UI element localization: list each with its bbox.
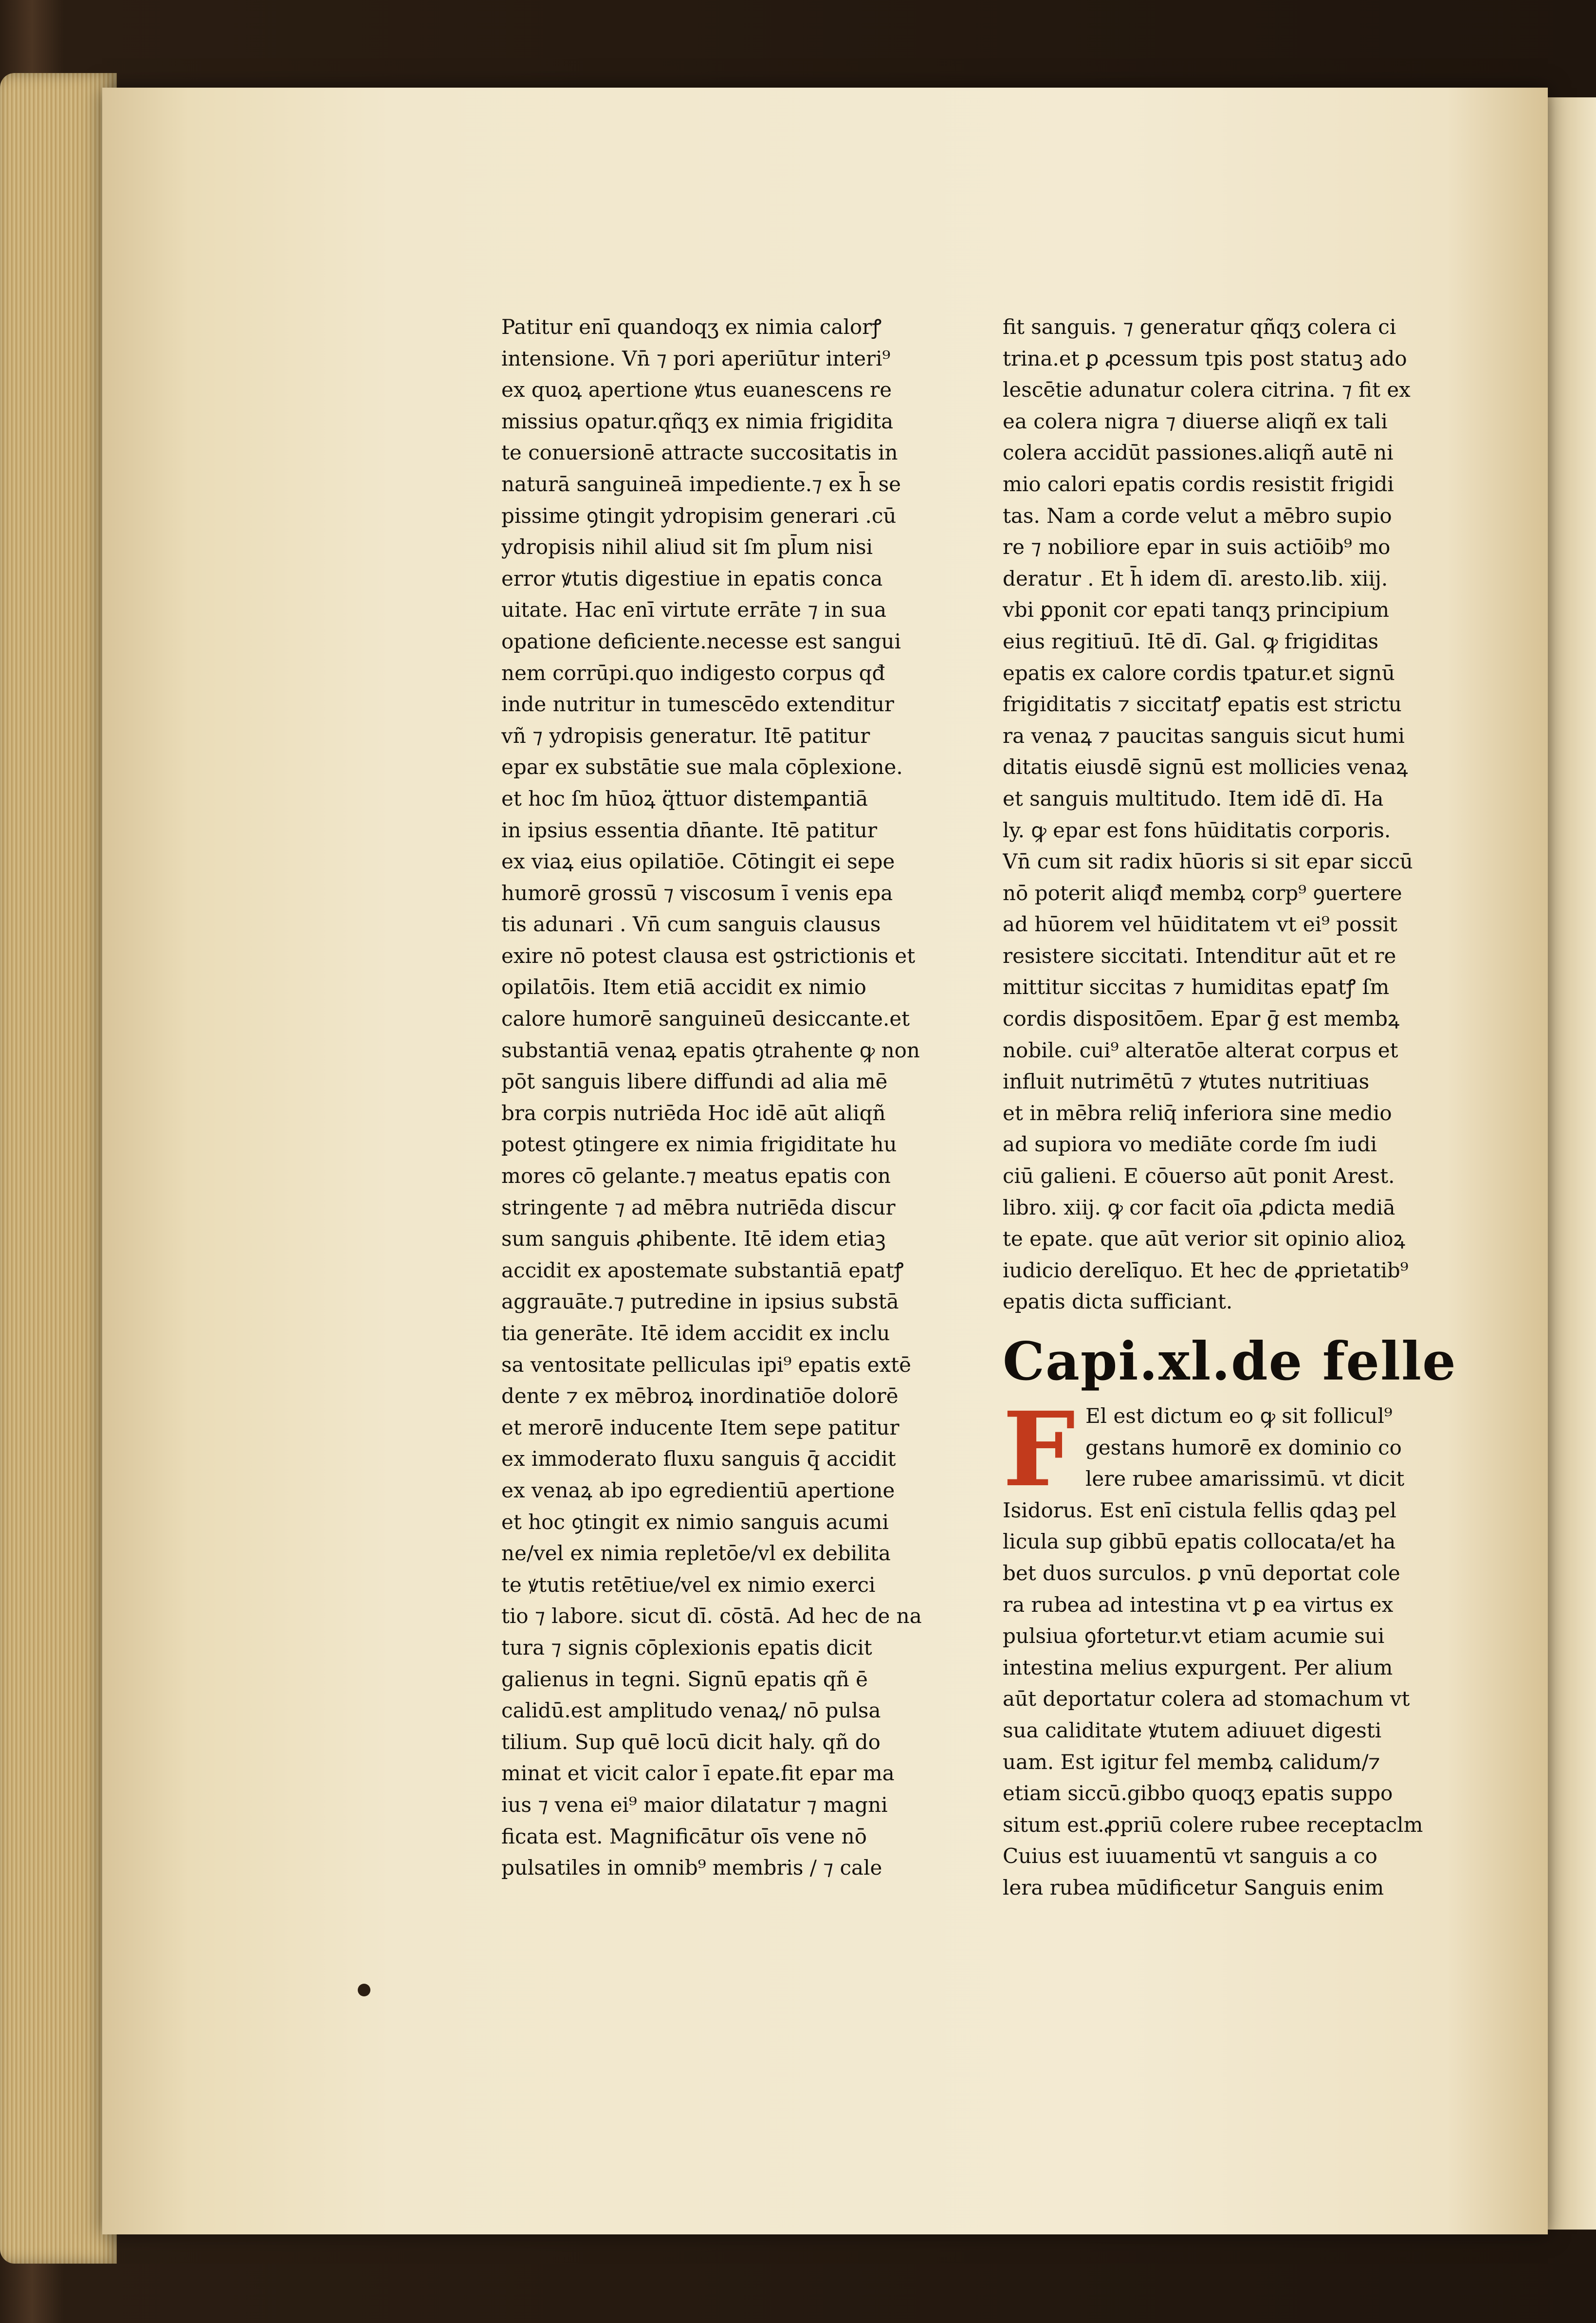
text-line: galienus in tegni. Signū epatis qñ ē <box>501 1667 868 1691</box>
text-line: missius opatur.qñqʒ ex nimia frigidita <box>501 409 894 433</box>
text-line: ea colera nigra ⁊ diuerse aliqñ ex tali <box>1003 409 1388 433</box>
text-line: lere rubee amarissimū. vt dicit <box>1085 1467 1405 1491</box>
text-line: tio ⁊ labore. sicut dī. cōstā. Ad hec de na <box>501 1604 922 1628</box>
text-line: tilium. Sup quē locū dicit haly. qñ do <box>501 1730 881 1754</box>
text-line: ficata est. Magnificātur oīs vene nō <box>501 1824 867 1848</box>
text-line: trina.et ꝑ ꝓcessum tpis post statuꝫ ado <box>1003 346 1407 370</box>
text-line: aggrauāte.⁊ putredine in ipsius substā <box>501 1290 899 1314</box>
text-line: re ⁊ nobiliore epar in suis actiōib⁹ mo <box>1003 535 1391 559</box>
text-line: tura ⁊ signis cōplexionis epatis dicit <box>501 1635 872 1659</box>
text-line: Vn̄ cum sit radix hūoris si sit epar siccū <box>1003 849 1413 874</box>
text-line: minat et vicit calor ī epate.fit epar ma <box>501 1761 895 1786</box>
text-line: eius regitiuū. Itē dī. Gal. ꝙ frigiditas <box>1003 629 1379 653</box>
text-line: epatis dicta sufficiant. <box>1003 1290 1233 1314</box>
page-edges <box>0 73 117 2264</box>
text-line: vñ ⁊ ydropisis generatur. Itē patitur <box>501 723 870 748</box>
text-line: et hoc ꝯtingit ex nimio sanguis acumi <box>501 1510 889 1534</box>
text-line: opatione deficiente.necesse est sangui <box>501 629 901 653</box>
text-line: et sanguis multitudo. Item idē dī. Ha <box>1003 786 1384 811</box>
text-line: ne/vel ex nimia repletōe/vl ex debilita <box>501 1541 891 1566</box>
text-line: tia generāte. Itē idem accidit ex inclu <box>501 1321 890 1345</box>
text-line: tas. Nam a corde velut a mēbro supio <box>1003 503 1392 528</box>
right-column-text-bottom <box>1003 1495 1470 1904</box>
text-line: ex venaꝝ ab ipo egredientiū apertione <box>501 1478 895 1502</box>
left-text-column <box>501 312 969 1884</box>
text-line: resistere siccitati. Intenditur aūt et re <box>1003 943 1396 968</box>
text-line: et in mēbra reliq̄ inferiora sine medio <box>1003 1101 1392 1125</box>
text-line: te conuersionē attracte succositatis in <box>501 441 898 465</box>
text-line: ditatis eiusdē signū est mollicies venaꝝ <box>1003 755 1408 779</box>
text-line: Patitur enī quandoqʒ ex nimia calorꝭ <box>501 315 882 339</box>
text-line: El est dictum eo ꝙ sit follicul⁹ <box>1085 1404 1393 1428</box>
text-line: lescētie adunatur colera citrina. ⁊ fit ex <box>1003 378 1411 402</box>
text-line: stringente ⁊ ad mēbra nutriēda discur <box>501 1195 896 1219</box>
text-line: bet duos surculos. ꝑ vnū deportat cole <box>1003 1561 1400 1585</box>
text-line: nem corrūpi.quo indigesto corpus qđ <box>501 661 885 685</box>
text-line: uam. Est igitur fel membꝝ calidum/⁊ <box>1003 1750 1380 1774</box>
text-line: nobile. cui⁹ alteratōe alterat corpus et <box>1003 1038 1398 1062</box>
text-line: ad supiora vo mediāte corde ſm iudi <box>1003 1132 1377 1157</box>
text-line: pulsatiles in omnib⁹ membris / ⁊ cale <box>501 1856 882 1880</box>
text-line: substantiā venaꝝ epatis ꝯtrahente ꝙ non <box>501 1038 920 1062</box>
text-line: accidit ex apostemate substantiā epatꝭ <box>501 1258 904 1282</box>
text-line: opilatōis. Item etiā accidit ex nimio <box>501 975 866 999</box>
text-line: mores cō gelante.⁊ meatus epatis con <box>501 1164 891 1188</box>
text-line: exire nō potest clausa est ꝯstrictionis et <box>501 943 916 968</box>
text-line: ex immoderato fluxu sanguis q̄ accidit <box>501 1447 896 1471</box>
text-line: etiam siccū.gibbo quoqʒ epatis suppo <box>1003 1781 1393 1806</box>
text-line: intestina melius expurgent. Per alium <box>1003 1655 1393 1679</box>
text-line: pissime ꝯtingit ydropisim generari .cū <box>501 503 897 528</box>
text-line: pōt sanguis libere diffundi ad alia mē <box>501 1069 888 1094</box>
text-line: sa ventositate pelliculas ipi⁹ epatis extē <box>501 1352 911 1377</box>
text-line: nō poterit aliqđ membꝝ corp⁹ ꝯuertere <box>1003 881 1402 905</box>
text-line: naturā sanguineā impediente.⁊ ex h̄ se <box>501 472 901 496</box>
right-column-text-top <box>1003 312 1470 1318</box>
text-line: ciū galieni. E cōuerso aūt ponit Arest. <box>1003 1164 1395 1188</box>
text-line: gestans humorē ex dominio co <box>1085 1435 1402 1459</box>
text-line: bra corpis nutriēda Hoc idē aūt aliqñ <box>501 1101 886 1125</box>
text-line: colera accidūt passiones.aliqñ autē ni <box>1003 441 1394 465</box>
text-line: intensione. Vn̄ ⁊ pori aperiūtur interi⁹ <box>501 346 891 370</box>
text-line: vbi ꝑponit cor epati tanqʒ principium <box>1003 598 1390 622</box>
text-line: epar ex substātie sue mala cōplexione. <box>501 755 903 779</box>
text-line: te ꝟtutis retētiue/vel ex nimio exerci <box>501 1572 876 1597</box>
illuminated-initial: F <box>1003 1389 1076 1510</box>
text-line: iudicio derelīquo. Et hec de ꝓprietatib⁹ <box>1003 1258 1409 1282</box>
text-line: ex viaꝝ eius opilatiōe. Cōtingit ei sepe <box>501 849 895 874</box>
paper-blemish <box>358 1984 370 1996</box>
text-line: ydropisis nihil aliud sit ſm pl̄um nisi <box>501 535 873 559</box>
text-line: mio calori epatis cordis resistit frigidi <box>1003 472 1394 496</box>
text-line: potest ꝯtingere ex nimia frigiditate hu <box>501 1132 897 1157</box>
text-line: lera rubea mūdificetur Sanguis enim <box>1003 1875 1384 1899</box>
text-line: sua caliditate ꝟtutem adiuuet digesti <box>1003 1718 1382 1742</box>
text-line: sum sanguis ꝓhibente. Itē idem etiaꝫ <box>501 1227 886 1251</box>
text-line: uitate. Hac enī virtute errāte ⁊ in sua <box>501 598 887 622</box>
text-line: fit sanguis. ⁊ generatur qñqʒ colera ci <box>1003 315 1396 339</box>
text-line: mittitur siccitas ⁊ humiditas epatꝭ ſm <box>1003 975 1390 999</box>
text-line: calore humorē sanguineū desiccante.et <box>501 1007 910 1031</box>
text-line: situm est.ꝓpriū colere rubee receptaclm <box>1003 1812 1423 1837</box>
text-line: influit nutrimētū ⁊ ꝟtutes nutritiuas <box>1003 1069 1370 1094</box>
text-line: et hoc ſm hūoꝝ q̈ttuor distemꝑantiā <box>501 786 868 811</box>
text-line: ra rubea ad intestina vt ꝑ ea virtus ex <box>1003 1592 1394 1617</box>
text-line: tis adunari . Vn̄ cum sanguis clausus <box>501 912 881 937</box>
text-line: ex quoꝝ apertione ꝟtus euanescens re <box>501 378 892 402</box>
text-line: Isidorus. Est enī cistula fellis qdaꝫ pel <box>1003 1498 1396 1522</box>
text-line: epatis ex calore cordis tꝑatur.et signū <box>1003 661 1395 685</box>
text-line: Cuius est iuuamentū vt sanguis a co <box>1003 1844 1377 1868</box>
text-line: calidū.est amplitudo venaꝝ/ nō pulsa <box>501 1698 881 1723</box>
text-line: aūt deportatur colera ad stomachum vt <box>1003 1687 1410 1711</box>
text-line: cordis dispositōem. Epar ḡ est membꝝ <box>1003 1007 1400 1031</box>
text-line: in ipsius essentia dn̄ante. Itē patitur <box>501 818 878 842</box>
text-line: inde nutritur in tumescēdo extenditur <box>501 692 894 717</box>
text-line: dente ⁊ ex mēbroꝝ inordinatiōe dolorē <box>501 1384 899 1408</box>
text-line: pulsiua ꝯfortetur.vt etiam acumie sui <box>1003 1624 1385 1648</box>
text-line: libro. xiij. ꝙ cor facit oīa ꝓdicta mediā <box>1003 1195 1395 1219</box>
text-line: ad hūorem vel hūiditatem vt ei⁹ possit <box>1003 912 1397 937</box>
text-line: ius ⁊ vena ei⁹ maior dilatatur ⁊ magni <box>501 1792 888 1817</box>
text-line: humorē grossū ⁊ viscosum ī venis epa <box>501 881 893 905</box>
text-line: et merorē inducente Item sepe patitur <box>501 1415 899 1439</box>
chapter-heading: Capi.xl.de felle <box>1003 1331 1457 1392</box>
text-line: licula sup gibbū epatis collocata/et ha <box>1003 1530 1396 1554</box>
text-line: te epate. que aūt verior sit opinio alioꝝ <box>1003 1227 1405 1251</box>
text-line: frigiditatis ⁊ siccitatꝭ epatis est strictu <box>1003 692 1402 717</box>
text-line: ra venaꝝ ⁊ paucitas sanguis sicut humi <box>1003 723 1405 748</box>
text-line: error ꝟtutis digestiue in epatis conca <box>501 566 883 590</box>
text-line: ly. ꝙ epar est fons hūiditatis corporis. <box>1003 818 1391 842</box>
text-line: deratur . Et h̄ idem dī. aresto.lib. xiij. <box>1003 566 1388 590</box>
right-text-column <box>1003 312 1470 1904</box>
